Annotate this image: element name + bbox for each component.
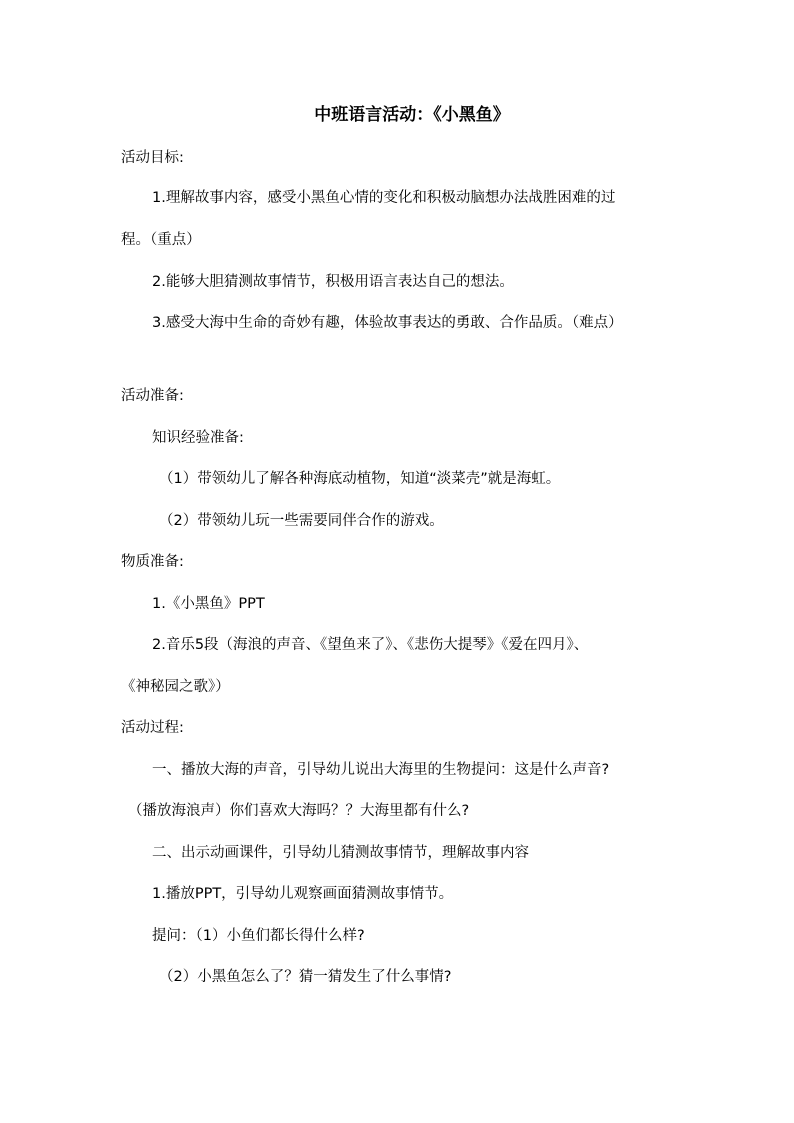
question-2: （2）小黑鱼怎么了？猜一猜发生了什么事情? xyxy=(159,969,452,985)
process-step-2-item-1: 1.播放PPT，引导幼儿观察画面猜测故事情节。 xyxy=(152,886,454,902)
document-title: 中班语言活动：《小黑鱼》 xyxy=(314,105,510,125)
section-heading-materials: 物质准备: xyxy=(121,554,184,570)
process-step-1-line-2: （播放海浪声）你们喜欢大海吗？？大海里都有什么? xyxy=(128,803,470,819)
process-step-1-line-1: 一、播放大海的声音，引导幼儿说出大海里的生物提问：这是什么声音? xyxy=(152,762,610,778)
section-heading-preparation: 活动准备: xyxy=(121,388,184,404)
material-2-line-2: 《神秘园之歌》） xyxy=(121,679,230,695)
goal-1-line-2: 程。（重点） xyxy=(121,232,201,248)
knowledge-prep-1: （1）带领幼儿了解各种海底动植物，知道“淡菜壳”就是海虹。 xyxy=(159,471,561,487)
question-1: 提问：（1）小鱼们都长得什么样? xyxy=(152,928,365,944)
goal-1-line-1: 1.理解故事内容，感受小黑鱼心情的变化和积极动脑想办法战胜困难的过 xyxy=(152,190,616,206)
section-heading-goals: 活动目标: xyxy=(121,150,184,166)
section-heading-process: 活动过程: xyxy=(121,720,184,736)
subheading-knowledge-prep: 知识经验准备: xyxy=(152,430,244,446)
process-step-2: 二、出示动画课件，引导幼儿猜测故事情节，理解故事内容 xyxy=(152,845,529,861)
knowledge-prep-2: （2）带领幼儿玩一些需要同伴合作的游戏。 xyxy=(159,513,444,529)
material-1: 1.《小黑鱼》PPT xyxy=(152,596,265,612)
material-2-line-1: 2.音乐5段（海浪的声音、《望鱼来了》、《悲伤大提琴》《爱在四月》、 xyxy=(152,637,589,653)
goal-2: 2.能够大胆猜测故事情节，积极用语言表达自己的想法。 xyxy=(152,274,514,290)
goal-3: 3.感受大海中生命的奇妙有趣，体验故事表达的勇敢、合作品质。（难点） xyxy=(152,315,623,331)
